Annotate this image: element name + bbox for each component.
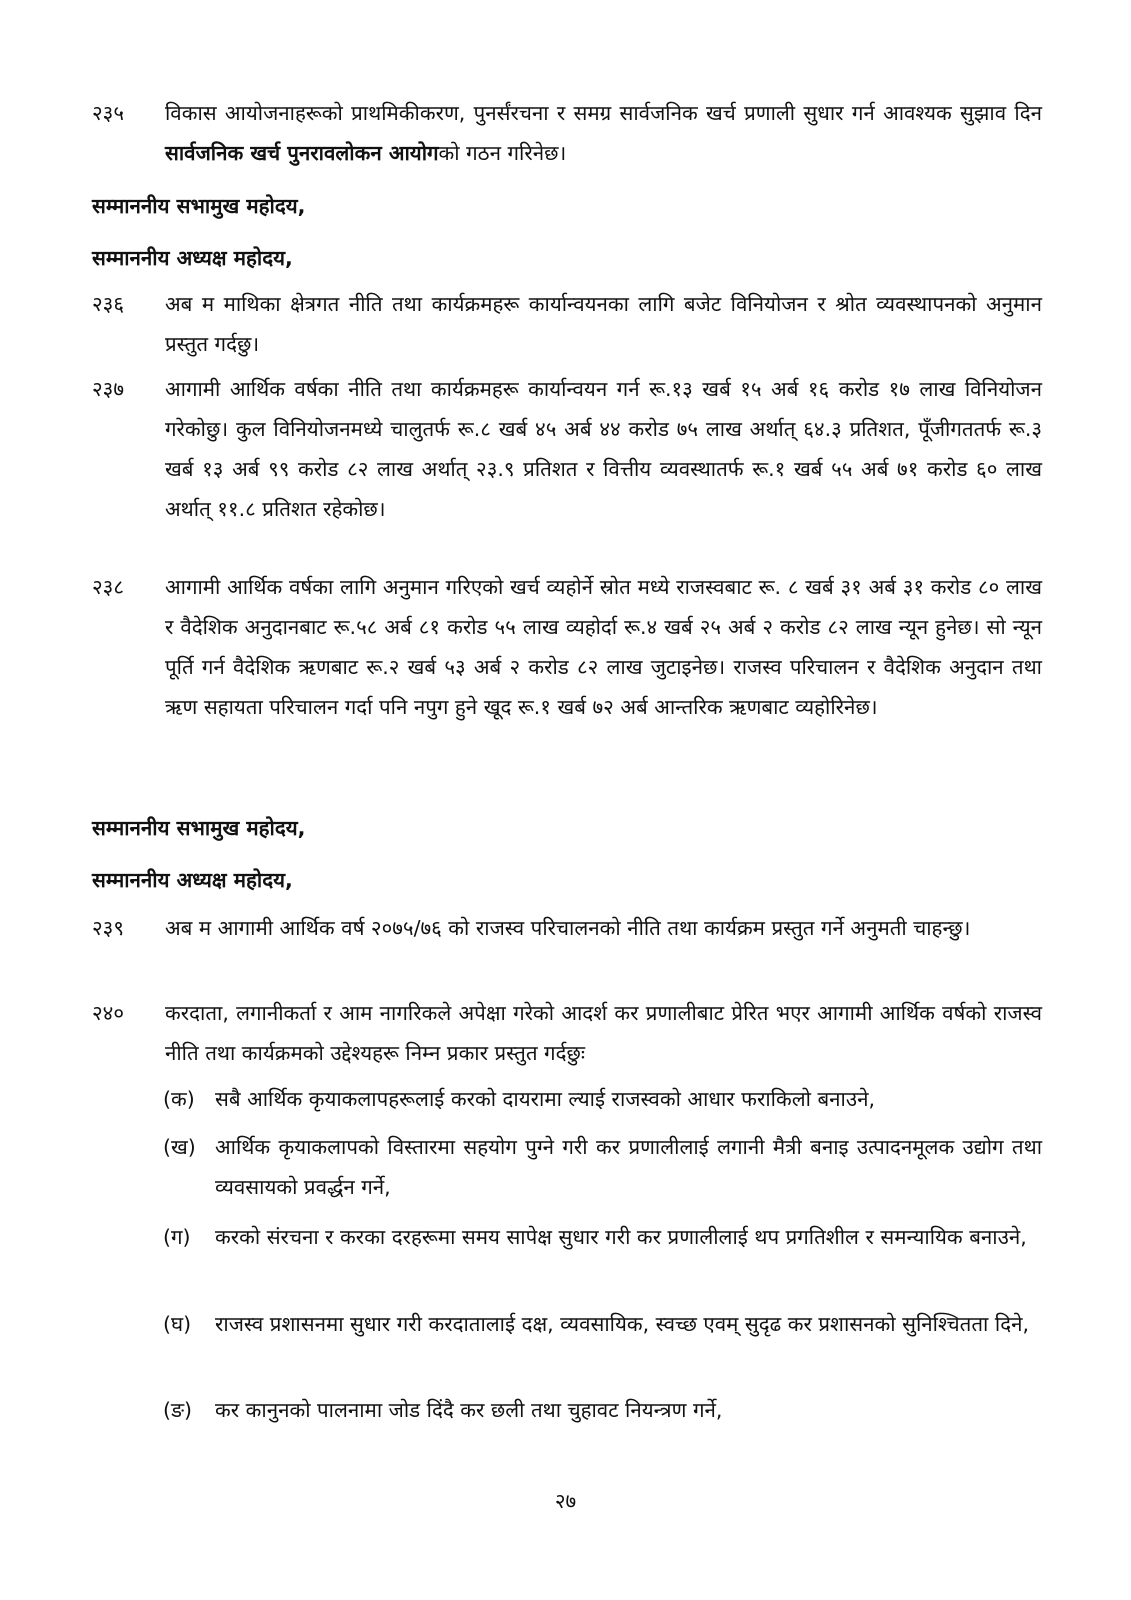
- paragraph-239: [92, 908, 1042, 948]
- commission-name: सार्वजनिक खर्च पुनरावलोकन आयोग: [165, 141, 439, 165]
- paragraph-number: २३८: [92, 575, 124, 599]
- paragraph-number: २३९: [92, 916, 124, 940]
- list-item: [163, 1079, 1042, 1119]
- paragraph-text: आगामी आर्थिक वर्षका नीति तथा कार्यक्रमहरू कार्यान्वयन गर्न रू.१३ खर्ब १५ अर्ब १६ करोड १७ लाख विनियोजन गरेकोछु। कुल विनियोजनमध्ये चालुतर्फ रू.८ खर्ब ४५ अर्ब ४४ करोड ७५ लाख अर्थात् ६४.३ प्रतिशत, पूँजीगततर्फ रू.३ खर्ब १३ अर्ब ९९ करोड ८२ लाख अर्थात् २३.९ प्रतिशत र वित्तीय व्यवस्थातर्फ रू.१ खर्ब ५५ अर्ब ७१ करोड ६० लाख अर्थात् ११.८ प्रतिशत रहेकोछ।: [165, 377, 1042, 521]
- list-item: [163, 1217, 1042, 1257]
- list-item-text: राजस्व प्रशासनमा सुधार गरी करदातालाई दक्ष, व्यवसायिक, स्वच्छ एवम् सुदृढ कर प्रशासनको सुनिश्चितता दिने,: [215, 1312, 1029, 1336]
- list-item-label: (घ): [163, 1312, 192, 1336]
- list-item: [163, 1127, 1042, 1207]
- paragraph-text: विकास आयोजनाहरूको प्राथमिकीकरण, पुनर्संरचना र समग्र सार्वजनिक खर्च प्रणाली सुधार गर्न आवश्यक सुझाव दिन सार्वजनिक खर्च पुनरावलोकन आयोगको गठन गरिनेछ।: [165, 101, 1042, 165]
- list-item: [163, 1304, 1042, 1344]
- salutation-chair: सम्माननीय अध्यक्ष महोदय,: [92, 246, 293, 270]
- list-item-text: आर्थिक कृयाकलापको विस्तारमा सहयोग पुग्ने गरी कर प्रणालीलाई लगानी मैत्री बनाइ उत्पादनमूलक उद्योग तथा व्यवसायको प्रवर्द्धन गर्ने,: [215, 1135, 1042, 1199]
- paragraph-238: [92, 567, 1042, 727]
- paragraph-text: करदाता, लगानीकर्ता र आम नागरिकले अपेक्षा गरेको आदर्श कर प्रणालीबाट प्रेरित भएर आगामी आर्थिक वर्षको राजस्व नीति तथा कार्यक्रमको उद्देश्यहरू निम्न प्रकार प्रस्तुत गर्दछुः: [165, 1001, 1042, 1065]
- paragraph-number: २३६: [92, 292, 124, 316]
- list-item-label: (ङ): [163, 1398, 193, 1422]
- list-item: [163, 1390, 1042, 1430]
- paragraph-240: [92, 993, 1042, 1073]
- list-item-text: सबै आर्थिक कृयाकलापहरूलाई करको दायरामा ल्याई राजस्वको आधार फराकिलो बनाउने,: [215, 1087, 875, 1111]
- salutation-chair: सम्माननीय अध्यक्ष महोदय,: [92, 868, 293, 892]
- paragraph-number: २३५: [92, 101, 124, 125]
- paragraph-number: २३७: [92, 377, 124, 401]
- salutation-speaker: सम्माननीय सभामुख महोदय,: [92, 816, 306, 840]
- list-item-text: करको संरचना र करका दरहरूमा समय सापेक्ष सुधार गरी कर प्रणालीलाई थप प्रगतिशील र समन्यायिक बनाउने,: [215, 1225, 1027, 1249]
- salutation-speaker: सम्माननीय सभामुख महोदय,: [92, 194, 306, 218]
- paragraph-236: [92, 284, 1042, 364]
- list-item-text: कर कानुनको पालनामा जोड दिंदै कर छली तथा चुहावट नियन्त्रण गर्ने,: [215, 1398, 723, 1422]
- list-item-label: (ग): [163, 1225, 191, 1249]
- list-item-label: (क): [163, 1087, 195, 1111]
- paragraph-text: आगामी आर्थिक वर्षका लागि अनुमान गरिएको खर्च व्यहोर्ने स्रोत मध्ये राजस्वबाट रू. ८ खर्ब ३१ अर्ब ३१ करोड ८० लाख र वैदेशिक अनुदानबाट रू.५८ अर्ब ८१ करोड ५५ लाख व्यहोर्दा रू.४ खर्ब २५ अर्ब २ करोड ८२ लाख न्यून हुनेछ। सो न्यून पूर्ति गर्न वैदेशिक ऋणबाट रू.२ खर्ब ५३ अर्ब २ करोड ८२ लाख जुटाइनेछ। राजस्व परिचालन र वैदेशिक अनुदान तथा ऋण सहायता परिचालन गर्दा पनि नपुग हुने खूद रू.१ खर्ब ७२ अर्ब आन्तरिक ऋणबाट व्यहोरिनेछ।: [165, 575, 1042, 719]
- paragraph-237: [92, 369, 1042, 529]
- paragraph-text: अब म आगामी आर्थिक वर्ष २०७५/७६ को राजस्व परिचालनको नीति तथा कार्यक्रम प्रस्तुत गर्ने अनुमती चाहन्छु।: [165, 916, 971, 940]
- paragraph-number: २४०: [92, 1001, 124, 1025]
- paragraph-235: [92, 93, 1042, 173]
- page-number: २७: [554, 1489, 577, 1513]
- paragraph-text: अब म माथिका क्षेत्रगत नीति तथा कार्यक्रमहरू कार्यान्वयनका लागि बजेट विनियोजन र श्रोत व्यवस्थापनको अनुमान प्रस्तुत गर्दछु।: [165, 292, 1042, 356]
- list-item-label: (ख): [163, 1135, 196, 1159]
